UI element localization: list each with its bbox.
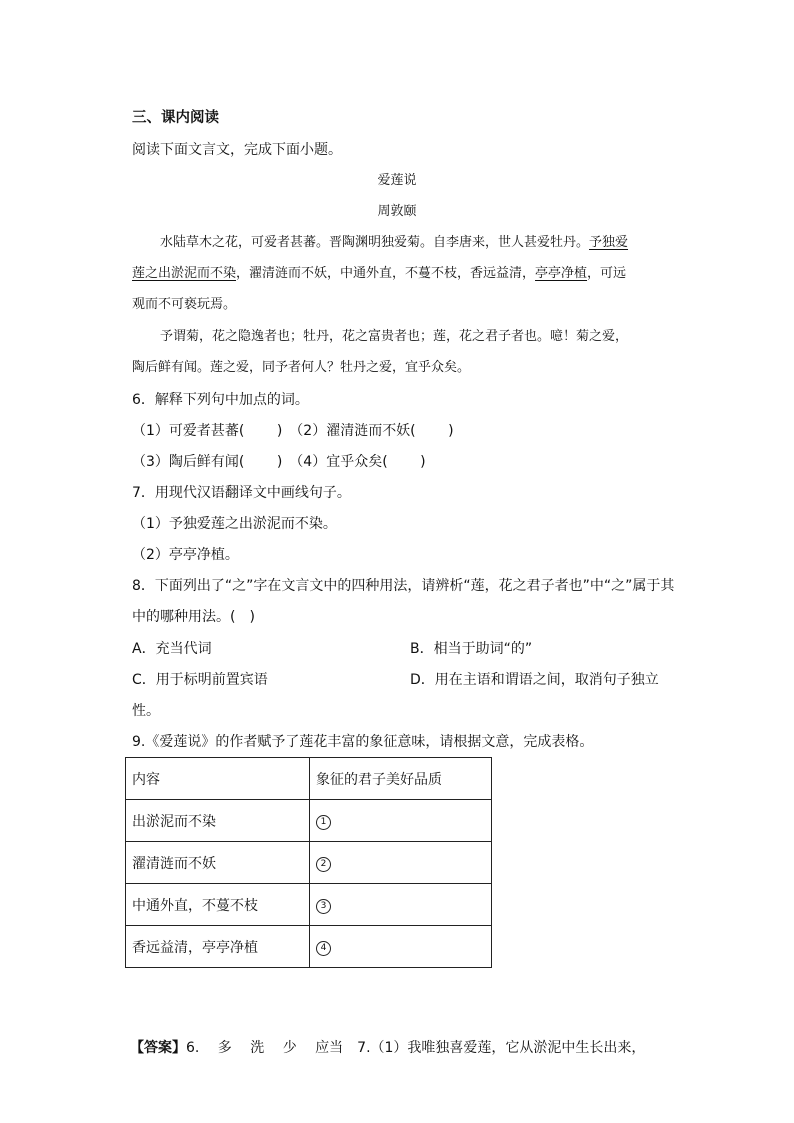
symbolism-table xyxy=(125,757,492,968)
question-7-stem: 7．用现代汉语翻译文中画线句子。 xyxy=(132,485,351,501)
option-d-continued: 性。 xyxy=(132,703,160,719)
option-a: A．充当代词 xyxy=(132,641,212,657)
question-8-stem-line2: 中的哪种用法。( ) xyxy=(132,609,255,625)
table-header-content: 内容 xyxy=(126,758,310,800)
answer-line xyxy=(130,1038,645,1058)
passage-para1-line2 xyxy=(132,264,626,284)
passage-text: ，可远 xyxy=(587,266,627,281)
circled-number-1: 1 xyxy=(316,815,331,830)
option-c: C．用于标明前置宾语 xyxy=(132,672,268,688)
answer-label: 【答案】 xyxy=(130,1040,186,1056)
passage-title: 爱莲说 xyxy=(377,173,417,188)
question-6-line1: （1）可爱者甚蕃( ) （2）濯清涟而不妖( ) xyxy=(132,423,454,439)
table-cell-content: 出淤泥而不染 xyxy=(126,800,310,842)
table-header-quality: 象征的君子美好品质 xyxy=(310,758,492,800)
passage-para2-line2: 陶后鲜有闻。莲之爱，同予者何人？牡丹之爱，宜乎众矣。 xyxy=(132,360,471,375)
underlined-sentence: 亭亭净植 xyxy=(535,266,588,281)
table-row xyxy=(126,884,492,926)
table-header-row xyxy=(126,758,492,800)
table-cell-content: 濯清涟而不妖 xyxy=(126,842,310,884)
passage-author: 周敦颐 xyxy=(377,204,417,219)
question-6-line2: （3）陶后鲜有闻( ) （4）宜乎众矣( ) xyxy=(132,454,426,470)
circled-number-3: 3 xyxy=(316,899,331,914)
passage-text: ，濯清涟而不妖，中通外直，不蔓不枝，香远益清， xyxy=(236,266,536,281)
answer-text: 6. 多 洗 少 应当 7.（1）我唯独喜爱莲，它从淤泥中生长出来， xyxy=(186,1040,646,1056)
instruction: 阅读下面文言文，完成下面小题。 xyxy=(132,142,342,158)
section-title: 三、课内阅读 xyxy=(132,110,219,126)
table-cell-answer xyxy=(310,884,492,926)
option-b: B．相当于助词“的” xyxy=(410,641,533,657)
table-row xyxy=(126,800,492,842)
passage-text: 水陆草木之花，可爱者甚蕃。晋陶渊明独爱菊。自李唐来，世人甚爱牡丹。 xyxy=(160,235,590,250)
underlined-sentence: 莲之出淤泥而不染 xyxy=(132,266,237,281)
passage-para1-line1 xyxy=(160,233,628,253)
table-cell-answer xyxy=(310,800,492,842)
question-9-stem: 9.《爱莲说》的作者赋予了莲花丰富的象征意味，请根据文意，完成表格。 xyxy=(132,734,594,750)
question-7-sub2: （2）亭亭净植。 xyxy=(132,547,239,563)
circled-number-2: 2 xyxy=(316,857,331,872)
option-d: D．用在主语和谓语之间，取消句子独立 xyxy=(410,672,659,688)
table-row xyxy=(126,842,492,884)
passage-para1-line3: 观而不可亵玩焉。 xyxy=(132,297,237,312)
table-cell-answer xyxy=(310,842,492,884)
question-6-stem: 6．解释下列句中加点的词。 xyxy=(132,392,309,408)
table-cell-answer xyxy=(310,926,492,968)
underlined-sentence: 予独爱 xyxy=(589,235,629,250)
table-row xyxy=(126,926,492,968)
question-7-sub1: （1）予独爱莲之出淤泥而不染。 xyxy=(132,516,337,532)
passage-para2-line1: 予谓菊，花之隐逸者也；牡丹，花之富贵者也；莲，花之君子者也。噫！菊之爱， xyxy=(160,329,629,344)
table-cell-content: 中通外直，不蔓不枝 xyxy=(126,884,310,926)
circled-number-4: 4 xyxy=(316,941,331,956)
question-8-stem-line1: 8．下面列出了“之”字在文言文中的四种用法，请辨析“莲，花之君子者也”中“之”属于其 xyxy=(132,578,675,594)
table-cell-content: 香远益清，亭亭净植 xyxy=(126,926,310,968)
